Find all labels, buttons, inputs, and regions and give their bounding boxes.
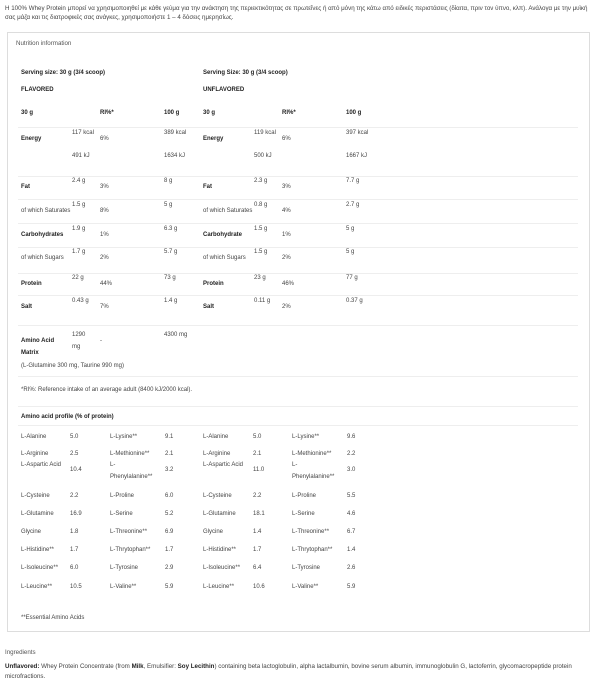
- amino-acid-value: 16.9: [70, 511, 82, 517]
- amino-acid-value: 2.9: [165, 565, 174, 571]
- amino-acid-value: 3.2: [165, 467, 174, 473]
- row-divider: [18, 406, 578, 407]
- value-30g: 1.7 g: [72, 249, 86, 255]
- row-divider: [18, 273, 578, 274]
- value-30g: 0.8 g: [254, 202, 268, 208]
- value-100g: 397 kcal: [346, 130, 369, 136]
- row-divider: [18, 325, 578, 326]
- amino-acid-name: L-Lysine**: [110, 434, 138, 440]
- amino-acid-value: 1.8: [70, 529, 79, 535]
- amino-acid-value: 18.1: [253, 511, 265, 517]
- nutrient-label: Salt: [21, 304, 33, 310]
- amino-acid-value: 5.0: [70, 434, 79, 440]
- amino-acid-value: 6.0: [165, 493, 174, 499]
- amino-acid-value: 4.6: [347, 511, 356, 517]
- amino-acid-name: L-Methionine**: [110, 451, 150, 457]
- value-100g: 389 kcal: [164, 130, 187, 136]
- value-30g: 1.5 g: [254, 226, 268, 232]
- value-100g: 0.37 g: [346, 298, 363, 304]
- amino-acid-value: 2.2: [70, 493, 79, 499]
- amino-acid-name: L-Cysteine: [21, 493, 50, 499]
- matrix-note: (L-Glutamine 300 mg, Taurine 990 mg): [21, 363, 124, 369]
- value-100g: 5 g: [346, 249, 355, 255]
- nutrient-label: of which Sugars: [21, 255, 64, 261]
- amino-acid-value: 2.5: [70, 451, 79, 457]
- amino-acid-value: 1.4: [347, 547, 356, 553]
- right-header-100g: 100 g: [346, 110, 362, 116]
- value-100g: 4300 mg: [164, 332, 188, 338]
- amino-acid-name: Glycine: [203, 529, 224, 535]
- amino-acid-name: L-Leucine**: [203, 584, 235, 590]
- amino-acid-value: 10.5: [70, 584, 82, 590]
- amino-acid-name: L-Valine**: [110, 584, 137, 590]
- value-100g: 7.7 g: [346, 178, 360, 184]
- left-header-30g: 30 g: [21, 110, 34, 116]
- value-100g: 1667 kJ: [346, 153, 368, 159]
- nutrition-panel: [7, 32, 590, 632]
- value-ri: 6%: [100, 136, 109, 142]
- amino-acid-value: 10.6: [253, 584, 265, 590]
- right-variant-label: UNFLAVORED: [203, 87, 245, 93]
- amino-acid-name: L-Leucine**: [21, 584, 53, 590]
- left-variant-label: FLAVORED: [21, 87, 54, 93]
- amino-acid-name: L-Threonine**: [292, 529, 330, 535]
- row-divider: [18, 295, 578, 296]
- amino-acid-value: 11.0: [253, 467, 265, 473]
- amino-acid-name: L-Cysteine: [203, 493, 232, 499]
- amino-acid-name: L-Isoleucine**: [21, 565, 59, 571]
- amino-acid-name: L-Proline: [110, 493, 135, 499]
- amino-acid-value: 2.2: [253, 493, 262, 499]
- amino-acid-value: 1.7: [70, 547, 79, 553]
- value-30g: 117 kcal: [72, 130, 94, 136]
- amino-acid-name: L-Threonine**: [110, 529, 148, 535]
- row-divider: [18, 376, 578, 377]
- row-divider: [18, 199, 578, 200]
- amino-acid-value: 2.2: [347, 451, 356, 457]
- value-ri: 2%: [100, 255, 109, 261]
- amino-acid-value: 5.9: [165, 584, 174, 590]
- essential-note: **Essential Amino Acids: [21, 615, 85, 621]
- amino-acid-value: 5.0: [253, 434, 262, 440]
- right-header-ri: RI%*: [282, 110, 296, 116]
- amino-acid-name: L-Glutamine: [203, 511, 236, 517]
- value-30g: 491 kJ: [72, 153, 90, 159]
- value-30g: 23 g: [254, 275, 266, 281]
- row-divider: [18, 247, 578, 248]
- nutrient-label: Energy: [203, 136, 224, 142]
- amino-acid-name: L-Alanine: [21, 434, 47, 440]
- amino-acid-name: L-Proline: [292, 493, 317, 499]
- value-ri: 1%: [100, 232, 109, 238]
- amino-acid-name: L-Thrytophan**: [110, 547, 151, 553]
- right-serving-size: Serving Size: 30 g (3/4 scoop): [203, 70, 288, 76]
- amino-acid-value: 5.2: [165, 511, 174, 517]
- amino-acid-name: L-Histidine**: [203, 547, 237, 553]
- value-ri: 1%: [282, 232, 291, 238]
- ingredients-part-1: Whey Protein Concentrate (from: [39, 663, 132, 670]
- value-30g: 22 g: [72, 275, 84, 281]
- nutrient-label: of which Saturates: [21, 208, 71, 214]
- allergen-soy: Soy Lecithin: [177, 663, 215, 670]
- value-ri: 3%: [100, 184, 109, 190]
- nutrient-label: Amino Acid Matrix: [21, 338, 55, 356]
- amino-acid-name: L-Tyrosine: [292, 565, 321, 571]
- amino-acid-name: L-Arginine: [203, 451, 231, 457]
- value-ri: 6%: [282, 136, 291, 142]
- row-divider: [18, 176, 578, 177]
- nutrient-label: Energy: [21, 136, 42, 142]
- amino-acid-value: 6.7: [347, 529, 356, 535]
- nutrient-label: Protein: [203, 281, 224, 287]
- amino-acid-name: L-Aspartic Acid: [21, 462, 62, 468]
- row-divider: [18, 425, 578, 426]
- amino-acid-value: 5.5: [347, 493, 356, 499]
- amino-acid-value: 5.9: [347, 584, 356, 590]
- amino-acid-name: L-Phenylalanine**: [110, 462, 153, 480]
- value-30g: 0.11 g: [254, 298, 271, 304]
- nutrient-label: Carbohydrates: [21, 232, 64, 238]
- amino-acid-value: 9.6: [347, 434, 356, 440]
- amino-acid-value: 2.1: [165, 451, 174, 457]
- row-divider: [18, 127, 578, 128]
- amino-acid-value: 1.7: [165, 547, 174, 553]
- value-100g: 77 g: [346, 275, 358, 281]
- amino-acid-name: L-Serine: [292, 511, 315, 517]
- value-30g: 1290 mg: [72, 332, 86, 350]
- nutrient-label: Protein: [21, 281, 42, 287]
- amino-profile-title: Amino acid profile (% of protein): [21, 414, 114, 420]
- value-ri: 44%: [100, 281, 113, 287]
- amino-acid-name: Glycine: [21, 529, 42, 535]
- amino-acid-name: L-Phenylalanine**: [292, 462, 335, 480]
- right-header-30g: 30 g: [203, 110, 216, 116]
- amino-acid-name: L-Thrytophan**: [292, 547, 333, 553]
- value-ri: 4%: [282, 208, 291, 214]
- amino-acid-name: L-Serine: [110, 511, 133, 517]
- amino-acid-value: 2.1: [253, 451, 262, 457]
- value-30g: 1.5 g: [254, 249, 268, 255]
- amino-acid-name: L-Tyrosine: [110, 565, 139, 571]
- value-30g: 2.4 g: [72, 178, 86, 184]
- nutrient-label: Fat: [21, 184, 30, 190]
- amino-acid-name: L-Methionine**: [292, 451, 332, 457]
- amino-acid-value: 3.0: [347, 467, 356, 473]
- ingredients-lead: Unflavored:: [5, 663, 40, 670]
- amino-acid-name: L-Valine**: [292, 584, 319, 590]
- value-ri: -: [100, 338, 102, 344]
- intro-text: Η 100% Whey Protein μπορεί να χρησιμοποιηθεί με κάθε γεύμα για την ανάκτηση της περιεκτικότητας σε πρωτεΐνες ή από μόνη της κάτω από ειδικές περιστάσεις (δίαιτα, πριν τον ύπνο, κλπ). Ανάλογα με την μυϊκή σας μάζα και τις διατροφικές σας ανάγκες, χρησιμοποιήστε 1 – 4 δόσεις ημερησίως.: [5, 5, 588, 21]
- nutrient-label: of which Sugars: [203, 255, 246, 261]
- ingredients-part-3: ) containing beta lactoglobulin, alpha lactalbumin, bovine serum albumin, immunoglobulin G, lactoferrin, glycomacropeptide protein microfractions.: [5, 663, 572, 680]
- value-30g: 2.3 g: [254, 178, 268, 184]
- ingredients-title: Ingredients: [5, 649, 36, 656]
- left-header-100g: 100 g: [164, 110, 180, 116]
- allergen-milk: Milk: [131, 663, 144, 670]
- amino-acid-name: L-Isoleucine**: [203, 565, 241, 571]
- value-100g: 8 g: [164, 178, 173, 184]
- value-30g: 119 kcal: [254, 130, 276, 136]
- ri-note: *RI%: Reference intake of an average adult (8400 kJ/2000 kcal).: [21, 387, 193, 393]
- amino-acid-value: 6.9: [165, 529, 174, 535]
- nutrient-label: Salt: [203, 304, 215, 310]
- value-30g: 1.9 g: [72, 226, 86, 232]
- ingredients-part-2: , Emulsifier:: [143, 663, 178, 670]
- value-100g: 6.3 g: [164, 226, 178, 232]
- value-100g: 2.7 g: [346, 202, 360, 208]
- value-30g: 1.5 g: [72, 202, 86, 208]
- value-ri: 2%: [282, 255, 291, 261]
- amino-acid-value: 9.1: [165, 434, 174, 440]
- amino-acid-value: 6.4: [253, 565, 262, 571]
- left-serving-size: Serving size: 30 g (3/4 scoop): [21, 70, 106, 76]
- amino-acid-value: 2.6: [347, 565, 356, 571]
- amino-acid-value: 1.7: [253, 547, 262, 553]
- row-divider: [18, 223, 578, 224]
- amino-acid-name: L-Histidine**: [21, 547, 55, 553]
- nutrient-label: Carbohydrate: [203, 232, 243, 238]
- nutrient-label: Fat: [203, 184, 212, 190]
- value-30g: 0.43 g: [72, 298, 89, 304]
- amino-acid-value: 6.0: [70, 565, 79, 571]
- value-100g: 5 g: [346, 226, 355, 232]
- value-100g: 5.7 g: [164, 249, 178, 255]
- value-100g: 73 g: [164, 275, 176, 281]
- nutrient-label: of which Saturates: [203, 208, 253, 214]
- amino-acid-value: 10.4: [70, 467, 82, 473]
- value-ri: 7%: [100, 304, 109, 310]
- amino-acid-name: L-Glutamine: [21, 511, 54, 517]
- value-100g: 1.4 g: [164, 298, 178, 304]
- value-100g: 1634 kJ: [164, 153, 186, 159]
- amino-acid-name: L-Alanine: [203, 434, 229, 440]
- amino-acid-name: L-Arginine: [21, 451, 49, 457]
- amino-acid-value: 1.4: [253, 529, 262, 535]
- value-100g: 5 g: [164, 202, 173, 208]
- ingredients-text: [5, 662, 590, 681]
- left-header-ri: RI%*: [100, 110, 114, 116]
- value-ri: 8%: [100, 208, 109, 214]
- value-ri: 2%: [282, 304, 291, 310]
- panel-title: Nutrition information: [16, 40, 72, 47]
- value-ri: 3%: [282, 184, 291, 190]
- amino-acid-name: L-Aspartic Acid: [203, 462, 244, 468]
- amino-acid-name: L-Lysine**: [292, 434, 320, 440]
- value-30g: 500 kJ: [254, 153, 272, 159]
- value-ri: 46%: [282, 281, 295, 287]
